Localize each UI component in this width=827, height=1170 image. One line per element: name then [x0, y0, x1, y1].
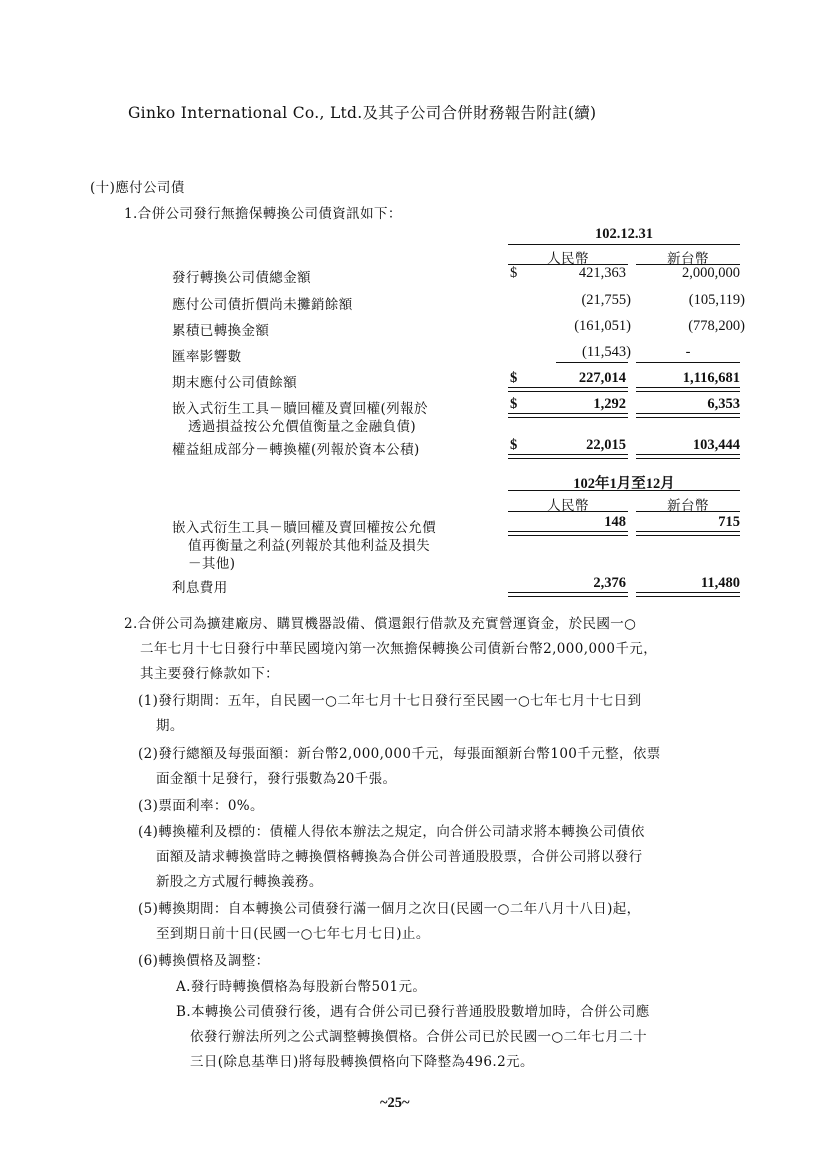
table2-row-label-cont: 值再衡量之利益(列報於其他利益及損失 — [188, 538, 430, 554]
table1-row-label: 期末應付公司債餘額 — [172, 375, 298, 391]
table1-period: 102.12.31 — [595, 226, 653, 242]
table2-row-label: 嵌入式衍生工具－贖回權及賣回權按公允價 — [172, 520, 437, 536]
table1-col-rmb: 人民幣 — [547, 251, 589, 267]
table2-double-rule-ntd — [636, 531, 740, 536]
table1-cell-ntd: (778,200) — [688, 318, 745, 334]
table2-col-rmb-rule — [508, 511, 628, 512]
table1-cell-rmb: (161,051) — [574, 318, 631, 334]
table1-row-label: 累積已轉換金額 — [172, 323, 270, 339]
part2-paragraph-line: 二年七月十七日發行中華民國境內第一次無擔保轉換公司債新台幣2,000,000千元， — [140, 641, 658, 657]
table2-double-rule-rmb — [508, 592, 628, 597]
term-subitem-line: B.本轉換公司債發行後，遇有合併公司已發行普通股股數增加時，合併公司應 — [176, 1004, 650, 1020]
table1-cell-ntd: 2,000,000 — [682, 265, 740, 281]
table1-cell-rmb: 227,014 — [578, 370, 626, 386]
table1-total-double-rule-rmb — [508, 387, 628, 392]
table1-period-rule — [508, 244, 740, 245]
part1-intro: 1.合併公司發行無擔保轉換公司債資訊如下： — [124, 206, 402, 222]
table2-cell-ntd: 715 — [718, 514, 740, 530]
table2-cell-rmb: 2,376 — [593, 575, 626, 591]
term-item-line: (1)發行期間：五年，自民國一○二年七月十七日發行至民國一○七年七月十七日到 — [138, 693, 642, 709]
table2-period: 102年1月至12月 — [573, 476, 675, 492]
term-item-line: 新股之方式履行轉換義務。 — [156, 874, 323, 890]
table1-double-rule-rmb — [508, 413, 628, 418]
table1-col-ntd: 新台幣 — [667, 251, 709, 267]
part2-paragraph-line: 2.合併公司為擴建廠房、購買機器設備、償還銀行借款及充實營運資金，於民國一○ — [124, 616, 637, 632]
table2-double-rule-ntd — [636, 592, 740, 597]
table2-col-ntd: 新台幣 — [667, 498, 709, 514]
table1-cell-ntd: 103,444 — [692, 437, 740, 453]
table1-double-rule-ntd — [636, 413, 740, 418]
term-item-line: (6)轉換價格及調整： — [138, 953, 270, 969]
table1-cell-rmb: (21,755) — [581, 292, 631, 308]
table2-period-rule — [508, 490, 740, 491]
table2-double-rule-rmb — [508, 531, 628, 536]
table2-cell-ntd: 11,480 — [700, 575, 740, 591]
table1-row-label: 權益組成部分－轉換權(列報於資本公積) — [172, 442, 420, 458]
table1-cell-ntd: (105,119) — [688, 292, 745, 308]
table1-currency-symbol: $ — [510, 437, 518, 453]
section-heading: (十)應付公司債 — [90, 180, 185, 196]
table2-col-ntd-rule — [636, 511, 740, 512]
table1-row-label: 嵌入式衍生工具－贖回權及賣回權(列報於 — [172, 401, 428, 417]
term-item-line: 面額及請求轉換當時之轉換價格轉換為合併公司普通股股票，合併公司將以發行 — [156, 849, 643, 865]
term-item-line: (5)轉換期間：自本轉換公司債發行滿一個月之次日(民國一○二年八月十八日)起， — [138, 901, 641, 917]
table1-cell-rmb: 1,292 — [593, 396, 626, 412]
table2-col-rmb: 人民幣 — [547, 498, 589, 514]
table1-cell-ntd: - — [685, 344, 691, 360]
table1-currency-symbol: $ — [510, 370, 518, 386]
term-item-line: 期。 — [156, 718, 184, 734]
table1-total-double-rule-ntd — [636, 387, 740, 392]
table1-row-label-cont: 透過損益按公允價值衡量之金融負債) — [188, 419, 417, 435]
term-item-line: (3)票面利率：0%。 — [138, 798, 264, 814]
part2-paragraph-line: 其主要發行條款如下： — [140, 666, 279, 682]
table1-cell-rmb: (11,543) — [582, 344, 631, 360]
table1-row-label: 發行轉換公司債總金額 — [172, 270, 311, 286]
term-subitem-line: 三日(除息基準日)將每股轉換價格向下降整為496.2元。 — [190, 1054, 534, 1070]
table2-row-label-cont: －其他) — [188, 556, 236, 572]
table1-currency-symbol: $ — [510, 265, 518, 281]
page-number: ~25~ — [380, 1095, 410, 1111]
table2-row-label: 利息費用 — [172, 580, 228, 596]
table1-cell-ntd: 6,353 — [707, 396, 740, 412]
table1-cell-rmb: 22,015 — [586, 437, 626, 453]
term-item-line: 至到期日前十日(民國一○七年七月七日)止。 — [156, 926, 430, 942]
table1-row-label: 應付公司債折價尚未攤銷餘額 — [172, 297, 353, 313]
table2-cell-rmb: 148 — [604, 514, 626, 530]
table1-subtotal-rule-ntd — [636, 362, 740, 363]
term-item-line: (2)發行總額及每張面額：新台幣2,000,000千元，每張面額新台幣100千元整，依票 — [138, 746, 661, 762]
table1-cell-ntd: 1,116,681 — [682, 370, 740, 386]
term-item-line: (4)轉換權利及標的：債權人得依本辦法之規定，向合併公司請求將本轉換公司債依 — [138, 824, 645, 840]
term-subitem-line: 依發行辦法所列之公式調整轉換價格。合併公司已於民國一○二年七月二十 — [190, 1029, 647, 1045]
table1-double-rule-rmb — [508, 454, 628, 459]
table1-cell-rmb: 421,363 — [578, 265, 626, 281]
table1-subtotal-rule-rmb — [556, 362, 628, 363]
table1-row-label: 匯率影響數 — [172, 349, 242, 365]
page-title: Ginko International Co., Ltd.及其子公司合併財務報告附註(續) — [128, 104, 597, 122]
table1-currency-symbol: $ — [510, 396, 518, 412]
term-subitem-line: A.發行時轉換價格為每股新台幣501元。 — [176, 979, 427, 995]
table1-double-rule-ntd — [636, 454, 740, 459]
term-item-line: 面金額十足發行，發行張數為20千張。 — [156, 771, 397, 787]
